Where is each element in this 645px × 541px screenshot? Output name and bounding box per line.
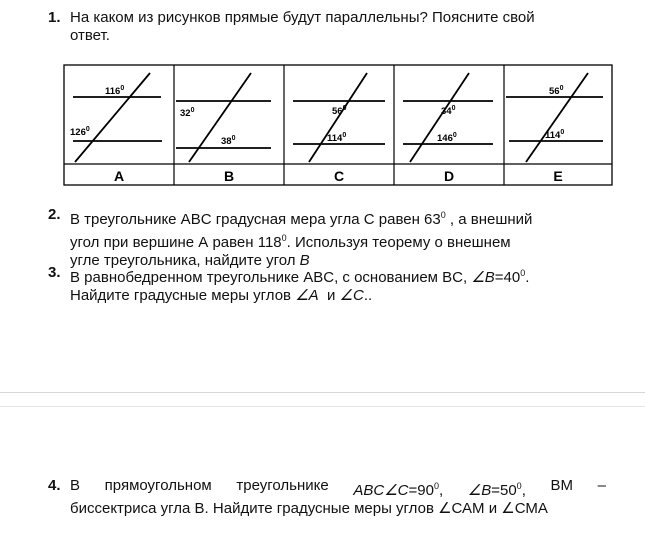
problem-4-text xyxy=(70,477,606,518)
figure-c-transversal xyxy=(309,73,367,162)
figure-c-angle-top: $56^0$ xyxy=(332,105,347,117)
figure-d-angle-top: $34^0$ xyxy=(441,105,456,117)
figure-d-transversal xyxy=(410,73,469,162)
problem-1-line-2: ответ. xyxy=(70,27,110,44)
figures-svg xyxy=(63,64,613,186)
problem-2-number: 2. xyxy=(48,206,61,223)
problem-1-text xyxy=(70,9,535,45)
figure-a-letter: A xyxy=(113,168,125,184)
figure-b-letter: B xyxy=(223,168,235,184)
problem-3-line-2: Найдите градусные меры углов ∠A и ∠C.. xyxy=(70,287,373,304)
problem-3-number: 3. xyxy=(48,264,61,281)
figure-b xyxy=(176,73,271,184)
figure-a-angle-bottom: $126^0$ xyxy=(70,126,90,138)
table-border xyxy=(64,65,612,185)
figures-table xyxy=(63,64,613,186)
problem-4-line-1: В прямоугольном треугольнике $ABC\angle C=90^0$, $\angle B=50^0$, BM – xyxy=(70,477,606,499)
problem-2-line-2: угол при вершине А равен $118^0$. Используя теорему о внешнем xyxy=(70,233,511,251)
problem-1-number: 1. xyxy=(48,9,61,26)
problem-3-text xyxy=(70,264,529,305)
figure-b-angle-top: $32^0$ xyxy=(180,107,195,119)
figure-e-angle-bottom: $114^0$ xyxy=(545,129,565,141)
figure-b-angle-bottom: $38^0$ xyxy=(221,135,236,147)
figure-a xyxy=(70,73,162,184)
figure-c xyxy=(293,73,385,184)
page-separator xyxy=(0,406,645,407)
problem-2-line-3: угле треугольника, найдите угол B xyxy=(70,252,310,269)
figure-d-angle-bottom: $146^0$ xyxy=(437,132,457,144)
figure-e xyxy=(506,73,603,184)
problem-2-text xyxy=(70,206,532,270)
problem-3-line-1: В равнобедренном треугольнике ABC, с основанием BC, $\angle B=40^0$. xyxy=(70,268,530,286)
figure-d-letter: D xyxy=(443,168,455,184)
figure-e-angle-top: $56^0$ xyxy=(549,85,564,97)
problem-2-line-1: В треугольнике ABC градусная мера угла С равен $63^0$ , а внешний xyxy=(70,210,533,228)
figure-a-angle-top: $116^0$ xyxy=(105,85,125,97)
figure-d xyxy=(403,73,493,184)
figure-c-letter: C xyxy=(333,168,345,184)
problem-4-number: 4. xyxy=(48,477,61,494)
problem-4-line-2: биссектриса угла В. Найдите градусные меры углов ∠САМ и ∠СМА xyxy=(70,500,548,517)
page-separator xyxy=(0,392,645,393)
problem-1-line-1: На каком из рисунков прямые будут параллельны? Поясните свой xyxy=(70,9,535,26)
figure-c-angle-bottom: $114^0$ xyxy=(327,132,347,144)
figure-e-letter: E xyxy=(553,168,563,184)
